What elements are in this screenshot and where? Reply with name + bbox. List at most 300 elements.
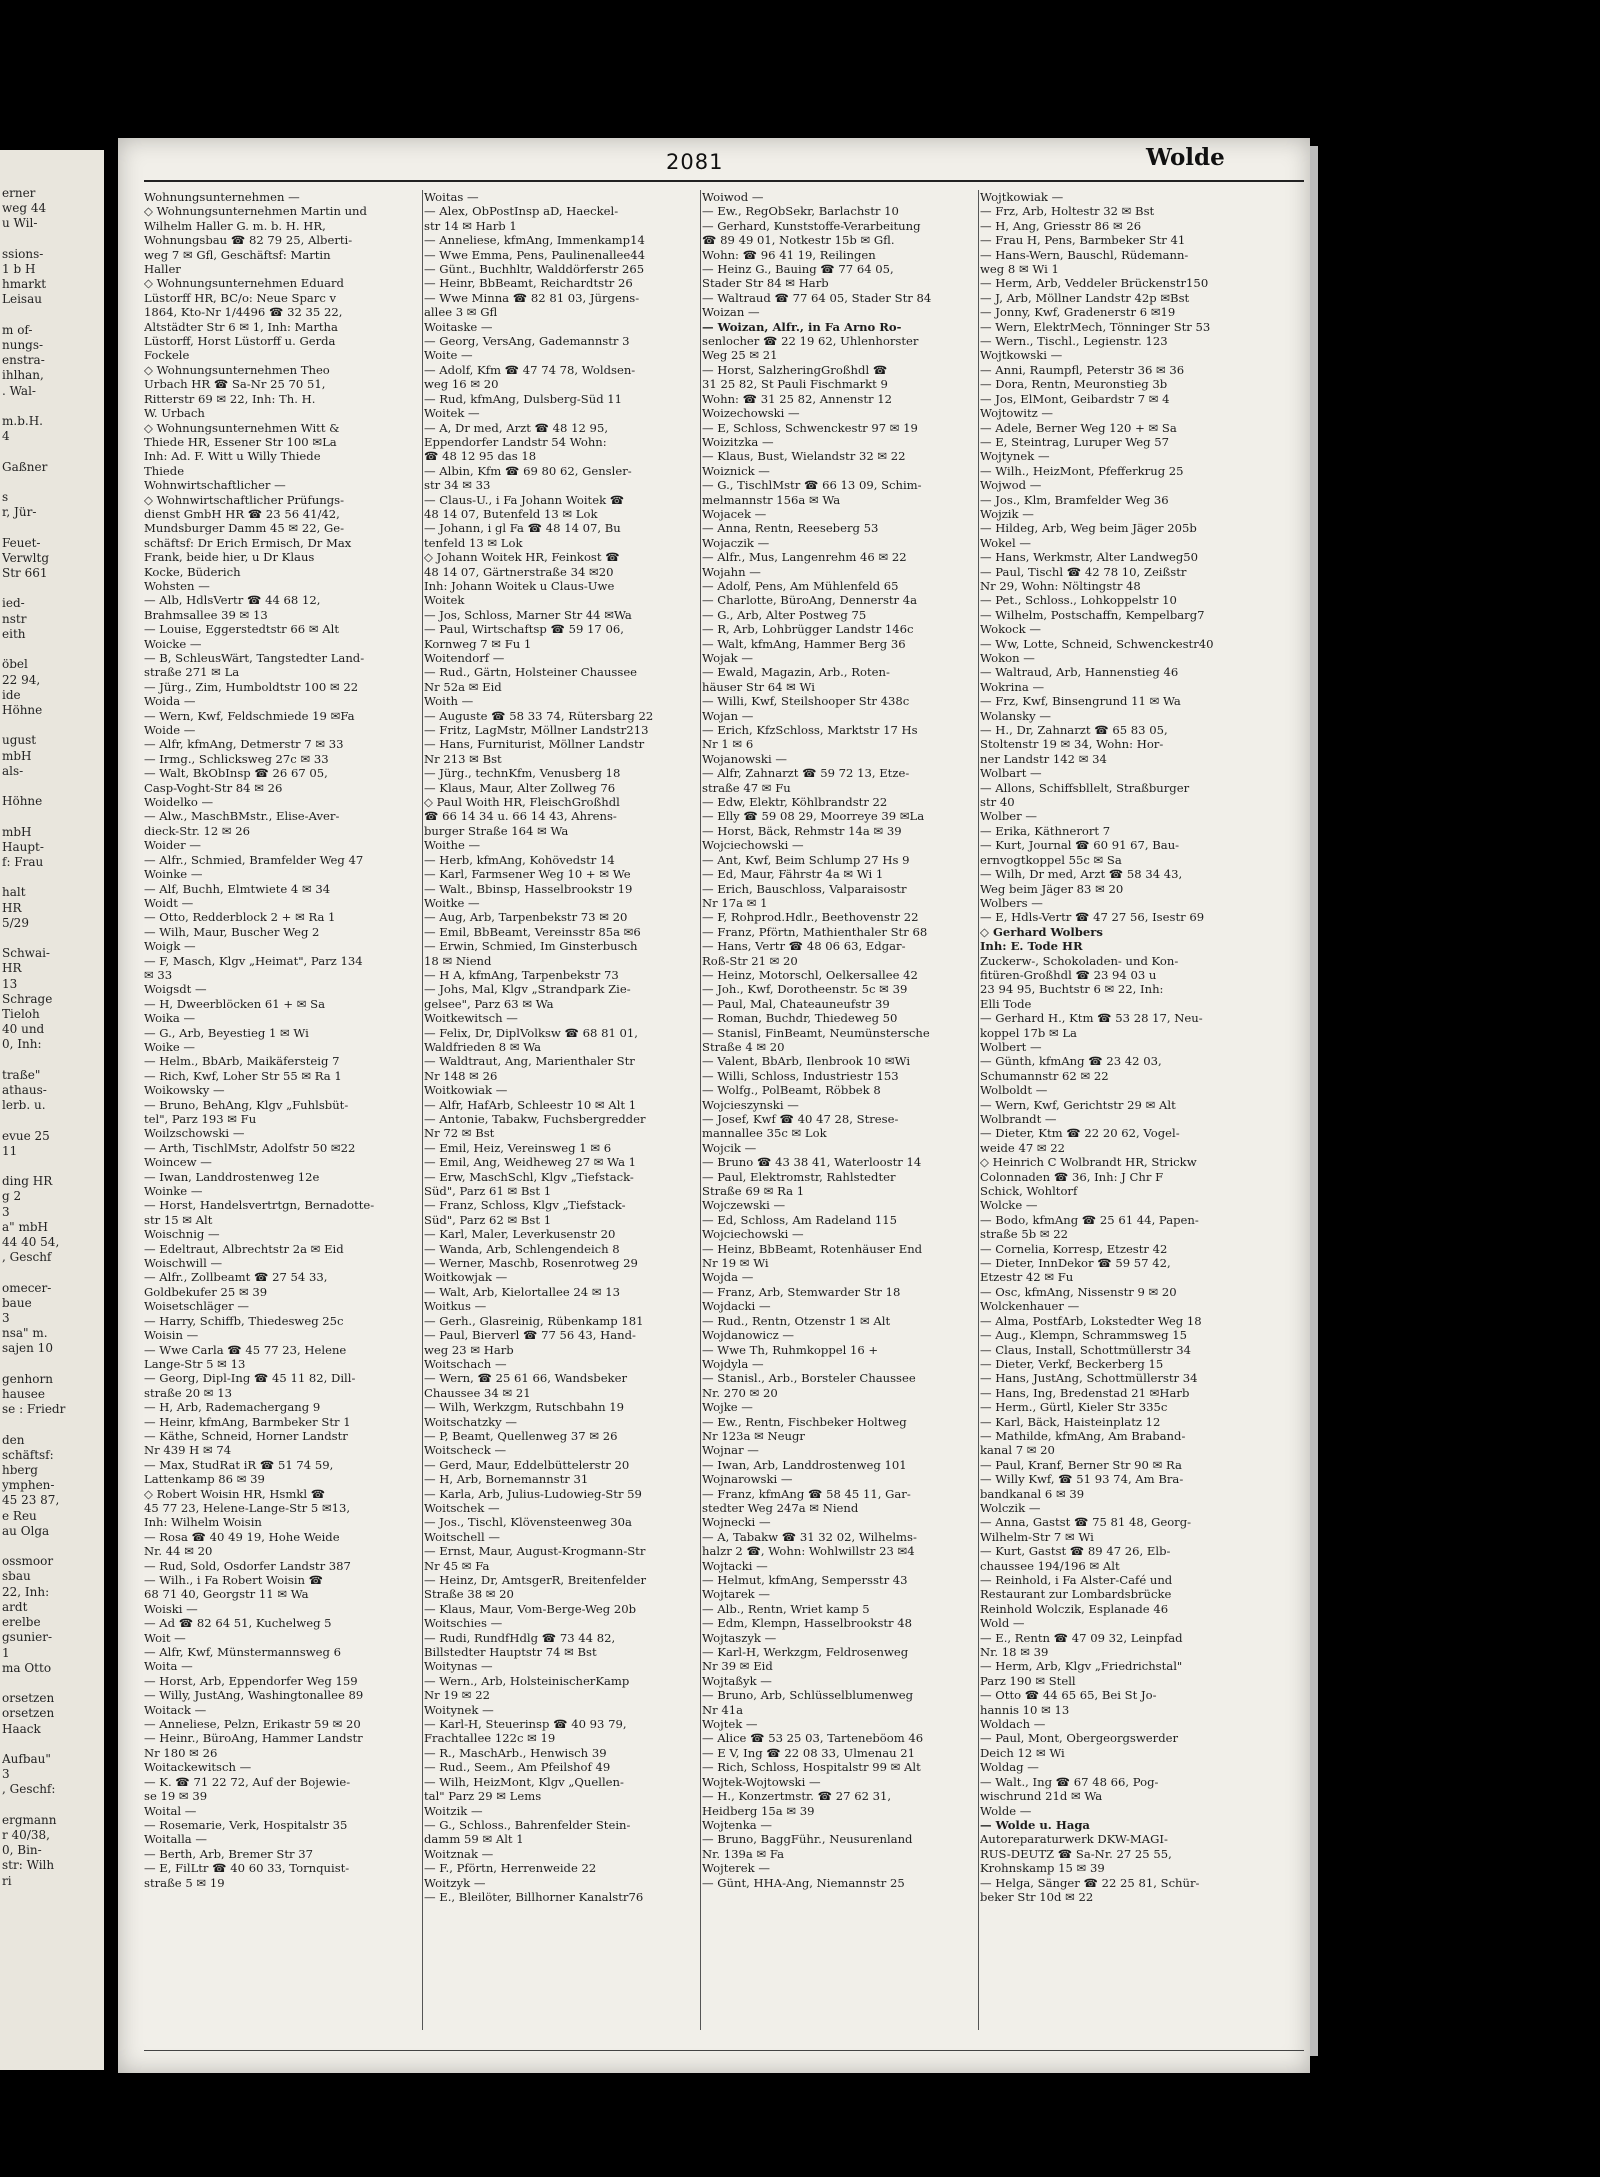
left-page-fragment: str: Wilh bbox=[2, 1858, 55, 1873]
directory-entry: ☎ 89 49 01, Notkestr 15b ✉ Gfl. bbox=[702, 233, 895, 248]
left-page-fragment: 22 94, bbox=[2, 672, 41, 687]
directory-entry: — Bruno ☎ 43 38 41, Waterloostr 14 bbox=[702, 1155, 922, 1170]
surname-heading: Wohnwirtschaftlicher — bbox=[144, 478, 286, 493]
left-page-fragment bbox=[2, 1737, 104, 1752]
left-page-fragment: 45 23 87, bbox=[2, 1493, 60, 1508]
directory-entry: — Rosa ☎ 40 49 19, Hohe Weide bbox=[144, 1529, 340, 1544]
directory-entry: Süd", Parz 61 ✉ Bst 1 bbox=[424, 1184, 552, 1199]
directory-entry: — Wwe Minna ☎ 82 81 03, Jürgens- bbox=[424, 290, 640, 305]
surname-heading: Wolansky — bbox=[980, 708, 1051, 723]
directory-entry: — Mathilde, kfmAng, Am Braband- bbox=[980, 1428, 1186, 1443]
directory-entry: 23 94 95, Buchtstr 6 ✉ 22, Inh: bbox=[980, 982, 1164, 997]
directory-entry: — Joh., Kwf, Dorotheenstr. 5c ✉ 39 bbox=[702, 982, 908, 997]
directory-entry: Weg beim Jäger 83 ✉ 20 bbox=[980, 881, 1124, 896]
left-page-fragment bbox=[2, 718, 104, 733]
surname-heading: Woiski — bbox=[144, 1601, 198, 1616]
directory-entry: — Georg, VersAng, Gademannstr 3 bbox=[424, 334, 630, 349]
left-page-fragment: Gaßner bbox=[2, 459, 48, 474]
directory-entry: — Adolf, Kfm ☎ 47 74 78, Woldsen- bbox=[424, 362, 636, 377]
directory-entry: — Rich, Kwf, Loher Str 55 ✉ Ra 1 bbox=[144, 1068, 342, 1083]
directory-entry: — Jürg., technKfm, Venusberg 18 bbox=[424, 766, 621, 781]
surname-heading: Wojczewski — bbox=[702, 1198, 786, 1213]
directory-entry: — Erwin, Schmied, Im Ginsterbusch bbox=[424, 939, 638, 954]
directory-entry: — H A, kfmAng, Tarpenbekstr 73 bbox=[424, 967, 619, 982]
directory-entry: — Rud., Gärtn, Holsteiner Chaussee bbox=[424, 665, 638, 680]
left-page-fragment: 5/29 bbox=[2, 915, 29, 930]
directory-entry: — Irmg., Schlicksweg 27c ✉ 33 bbox=[144, 751, 329, 766]
directory-entry: Nr 19 ✉ 22 bbox=[424, 1688, 490, 1703]
directory-entry: — Rudi, RundfHdlg ☎ 73 44 82, bbox=[424, 1630, 616, 1645]
directory-entry: Wohn: ☎ 96 41 19, Reilingen bbox=[702, 247, 876, 262]
directory-entry: — Rud, Sold, Osdorfer Landstr 387 bbox=[144, 1558, 351, 1573]
directory-entry: — Dieter, Verkf, Beckerberg 15 bbox=[980, 1356, 1164, 1371]
directory-entry: — Werner, Maschb, Rosenrotweg 29 bbox=[424, 1256, 638, 1271]
directory-entry: — E., Bleilöter, Billhorner Kanalstr76 bbox=[424, 1889, 644, 1904]
directory-entry: Chaussee 34 ✉ 21 bbox=[424, 1385, 531, 1400]
directory-entry: — Herm., Gürtl, Kieler Str 335c bbox=[980, 1400, 1168, 1415]
left-page-fragment: baue bbox=[2, 1295, 32, 1310]
directory-entry: — E., Rentn ☎ 47 09 32, Leinpfad bbox=[980, 1630, 1183, 1645]
surname-heading: Woitkus — bbox=[424, 1299, 487, 1314]
surname-heading: Wokel — bbox=[980, 535, 1031, 550]
surname-heading: Woitendorf — bbox=[424, 651, 505, 665]
directory-entry: — Wwe Th, Ruhmkoppel 16 + bbox=[702, 1342, 879, 1357]
directory-entry: — Wilhelm, Postschaffn, Kempelbarg7 bbox=[980, 607, 1205, 622]
directory-entry: Billstedter Hauptstr 74 ✉ Bst bbox=[424, 1645, 597, 1660]
left-page-fragment: 44 40 54, bbox=[2, 1235, 60, 1250]
left-page-fragment bbox=[2, 475, 104, 490]
surname-heading: Woizitzka — bbox=[702, 434, 774, 449]
surname-heading: Woika — bbox=[144, 1011, 196, 1026]
directory-entry: — Klaus, Maur, Vom-Berge-Weg 20b bbox=[424, 1601, 637, 1616]
directory-entry: fitüren-Großhdl ☎ 23 94 03 u bbox=[980, 967, 1157, 982]
directory-entry: — Käthe, Schneid, Horner Landstr bbox=[144, 1428, 348, 1443]
directory-entry: Kornweg 7 ✉ Fu 1 bbox=[424, 636, 532, 651]
left-page-fragment: 22, Inh: bbox=[2, 1584, 50, 1599]
surname-heading: Wojtynek — bbox=[980, 449, 1050, 464]
directory-entry: — Elly ☎ 59 08 29, Moorreye 39 ✉La bbox=[702, 809, 925, 824]
directory-entry: — Osc, kfmAng, Nissenstr 9 ✉ 20 bbox=[980, 1284, 1177, 1299]
surname-heading: Woida — bbox=[144, 694, 196, 709]
directory-entry: — Kurt, Gastst ☎ 89 47 26, Elb- bbox=[980, 1544, 1171, 1559]
directory-entry: — Horst, Handelsvertrtgn, Bernadotte- bbox=[144, 1198, 375, 1213]
surname-heading: Woitschek — bbox=[424, 1500, 500, 1515]
directory-entry: kanal 7 ✉ 20 bbox=[980, 1443, 1055, 1458]
directory-entry: Goldbekufer 25 ✉ 39 bbox=[144, 1284, 268, 1299]
surname-heading: Woilzschowski — bbox=[144, 1126, 245, 1141]
directory-entry: Nr 123a ✉ Neugr bbox=[702, 1428, 805, 1443]
directory-entry: tenfeld 13 ✉ Lok bbox=[424, 535, 523, 550]
directory-entry: — Hans-Wern, Bauschl, Rüdemann- bbox=[980, 247, 1189, 262]
left-page-fragment: ihlhan, bbox=[2, 368, 44, 383]
directory-entry: Wohnungsbau ☎ 82 79 25, Alberti- bbox=[144, 233, 353, 248]
surname-heading: Woith — bbox=[424, 694, 474, 709]
surname-heading: Wohsten — bbox=[144, 578, 210, 593]
column-divider bbox=[422, 190, 423, 2030]
directory-entry: RUS-DEUTZ ☎ Sa-Nr. 27 25 55, bbox=[980, 1846, 1172, 1861]
directory-entry: — Alw., MaschBMstr., Elise-Aver- bbox=[144, 809, 340, 824]
left-page-fragment: r 40/38, bbox=[2, 1827, 50, 1842]
directory-entry: — Harry, Schiffb, Thiedesweg 25c bbox=[144, 1313, 344, 1328]
directory-entry: hannis 10 ✉ 13 bbox=[980, 1702, 1070, 1717]
directory-entry: — Heinz, Dr, AmtsgerR, Breitenfelder bbox=[424, 1573, 647, 1587]
directory-entry: Waldfrieden 8 ✉ Wa bbox=[424, 1039, 542, 1054]
surname-heading: Woisin — bbox=[144, 1328, 199, 1343]
directory-entry: Nr 29, Wohn: Nöltingstr 48 bbox=[980, 578, 1141, 593]
directory-entry: Fockele bbox=[144, 348, 190, 363]
directory-entry: Nr 72 ✉ Bst bbox=[424, 1126, 495, 1141]
left-page-fragment: ri bbox=[2, 1873, 12, 1888]
left-page-fragment bbox=[2, 1357, 104, 1372]
directory-entry: Weg 25 ✉ 21 bbox=[702, 348, 778, 363]
directory-entry: Krohnskamp 15 ✉ 39 bbox=[980, 1861, 1105, 1876]
surname-heading: Woitzyk — bbox=[424, 1875, 486, 1890]
surname-heading: Wojnarowski — bbox=[702, 1472, 793, 1487]
left-page-fragment: evue 25 bbox=[2, 1128, 50, 1143]
directory-entry: Straße 38 ✉ 20 bbox=[424, 1587, 514, 1602]
directory-entry: — Gerh., Glasreinig, Rübenkamp 181 bbox=[424, 1313, 644, 1328]
surname-heading: Wojahn — bbox=[702, 564, 761, 579]
left-page-fragment bbox=[2, 232, 104, 247]
directory-entry: — Horst, Bäck, Rehmstr 14a ✉ 39 bbox=[702, 823, 902, 838]
directory-entry: häuser Str 64 ✉ Wi bbox=[702, 679, 815, 694]
directory-entry: — Hans, Furniturist, Möllner Landstr bbox=[424, 737, 645, 752]
directory-entry: straße 47 ✉ Fu bbox=[702, 780, 791, 795]
directory-entry: W. Urbach bbox=[144, 406, 205, 421]
directory-entry: ◇ Wohnungsunternehmen Theo bbox=[144, 362, 330, 377]
directory-entry: — Gerhard, Kunststoffe-Verarbeitung bbox=[702, 218, 921, 233]
directory-entry: — Jürg., Zim, Humboldtstr 100 ✉ 22 bbox=[144, 679, 359, 694]
left-page-fragment bbox=[2, 581, 104, 596]
surname-heading: Wolbers — bbox=[980, 895, 1043, 910]
surname-heading: Wolde — bbox=[980, 1803, 1032, 1818]
directory-entry: — Heinz G., Bauing ☎ 77 64 05, bbox=[702, 262, 894, 277]
surname-heading: Woitscheck — bbox=[424, 1443, 507, 1458]
directory-entry: — Erika, Käthnerort 7 bbox=[980, 823, 1111, 838]
left-page-fragment: sajen 10 bbox=[2, 1341, 53, 1356]
directory-entry: Heidberg 15a ✉ 39 bbox=[702, 1803, 815, 1818]
left-page-fragment: s bbox=[2, 490, 9, 505]
directory-entry: — Erich, KfzSchloss, Marktstr 17 Hs bbox=[702, 723, 918, 738]
directory-entry: Nr 52a ✉ Eid bbox=[424, 679, 502, 694]
directory-entry: — Bodo, kfmAng ☎ 25 61 44, Papen- bbox=[980, 1212, 1199, 1227]
directory-entry: — Emil, BbBeamt, Vereinsstr 85a ✉6 bbox=[424, 924, 641, 939]
directory-entry: Urbach HR ☎ Sa-Nr 25 70 51, bbox=[144, 377, 326, 392]
surname-heading: Woidelko — bbox=[144, 795, 214, 810]
directory-entry: — Klaus, Maur, Alter Zollweg 76 bbox=[424, 780, 616, 795]
surname-heading: Woitas — bbox=[424, 190, 479, 204]
directory-entry: — Alb, HdlsVertr ☎ 44 68 12, bbox=[144, 593, 321, 608]
directory-entry: — Walt., Bbinsp, Hasselbrookstr 19 bbox=[424, 881, 633, 896]
left-page-fragment: mbH bbox=[2, 824, 32, 839]
left-page-fragment: f: Frau bbox=[2, 854, 44, 869]
surname-heading: Wojacek — bbox=[702, 506, 767, 521]
directory-entry: — Helm., BbArb, Maikäfersteig 7 bbox=[144, 1054, 340, 1069]
directory-entry: — R., MaschArb., Henwisch 39 bbox=[424, 1745, 607, 1760]
directory-entry: str 40 bbox=[980, 795, 1015, 810]
directory-entry: — Gerd, Maur, Eddelbüttelerstr 20 bbox=[424, 1457, 630, 1472]
directory-entry: Roß-Str 21 ✉ 20 bbox=[702, 953, 798, 968]
directory-entry: — Walt, kfmAng, Hammer Berg 36 bbox=[702, 636, 906, 651]
left-page-fragment: ardt bbox=[2, 1599, 28, 1614]
directory-entry: se 19 ✉ 39 bbox=[144, 1789, 208, 1804]
surname-heading: Woitke — bbox=[424, 895, 480, 910]
directory-entry: — Paul, Mal, Chateauneufstr 39 bbox=[702, 996, 890, 1011]
surname-heading: Woitackewitsch — bbox=[144, 1760, 252, 1775]
directory-entry: stedter Weg 247a ✉ Niend bbox=[702, 1500, 859, 1515]
directory-entry: — A, Dr med, Arzt ☎ 48 12 95, bbox=[424, 420, 608, 435]
directory-entry: — J, Arb, Möllner Landstr 42p ✉Bst bbox=[980, 290, 1190, 305]
left-page-fragment: erelbe bbox=[2, 1615, 41, 1630]
page-number: 2081 bbox=[666, 150, 724, 174]
directory-entry: — Jos, ElMont, Geibardstr 7 ✉ 4 bbox=[980, 391, 1170, 406]
surname-heading: Wojdyla — bbox=[702, 1356, 764, 1371]
left-page-fragment: weg 44 bbox=[2, 201, 47, 216]
directory-entry: — H, Ang, Griesstr 86 ✉ 26 bbox=[980, 218, 1142, 233]
directory-entry: Nr 213 ✉ Bst bbox=[424, 751, 502, 766]
directory-entry: — Otto, Redderblock 2 + ✉ Ra 1 bbox=[144, 910, 336, 925]
surname-heading: Wolczik — bbox=[980, 1500, 1041, 1515]
surname-heading: Woigk — bbox=[144, 939, 196, 954]
directory-entry: — Erw, MaschSchl, Klgv „Tiefstack- bbox=[424, 1169, 634, 1184]
directory-entry: burger Straße 164 ✉ Wa bbox=[424, 823, 569, 838]
surname-heading: Woldach — bbox=[980, 1717, 1046, 1732]
directory-entry: — Horst, Arb, Eppendorfer Weg 159 bbox=[144, 1673, 358, 1688]
surname-heading: Wojciechowski — bbox=[702, 1227, 804, 1242]
surname-heading: Woitynas — bbox=[424, 1659, 493, 1674]
directory-entry: — G., TischlMstr ☎ 66 13 09, Schim- bbox=[702, 478, 922, 493]
directory-entry: — Dieter, InnDekor ☎ 59 57 42, bbox=[980, 1256, 1171, 1271]
left-page-fragment: Aufbau" bbox=[2, 1751, 51, 1766]
directory-entry: — Waltraud ☎ 77 64 05, Stader Str 84 bbox=[702, 290, 932, 305]
left-page-fragment: Leisau bbox=[2, 292, 42, 307]
directory-entry: — G., Schloss., Bahrenfelder Stein- bbox=[424, 1817, 631, 1832]
directory-entry: 18 ✉ Niend bbox=[424, 953, 492, 968]
directory-entry: Nr 45 ✉ Fa bbox=[424, 1558, 490, 1573]
directory-entry: weg 8 ✉ Wi 1 bbox=[980, 262, 1059, 277]
surname-heading: Woigsdt — bbox=[144, 982, 207, 997]
directory-entry: — Alex, ObPostInsp aD, Haeckel- bbox=[424, 204, 619, 219]
surname-heading: Wohnungsunternehmen — bbox=[144, 190, 300, 204]
directory-entry: dienst GmbH HR ☎ 23 56 41/42, bbox=[144, 506, 340, 521]
directory-entry: — Anneliese, kfmAng, Immenkamp14 bbox=[424, 233, 645, 248]
directory-entry: — Karl-H, Werkzgm, Feldrosenweg bbox=[702, 1645, 909, 1660]
directory-entry: — Aug, Arb, Tarpenbekstr 73 ✉ 20 bbox=[424, 910, 628, 925]
directory-entry: senlocher ☎ 22 19 62, Uhlenhorster bbox=[702, 334, 919, 349]
left-page-fragment: e Reu bbox=[2, 1508, 37, 1523]
surname-heading: Woitschach — bbox=[424, 1356, 507, 1371]
left-page-fragment: Haupt- bbox=[2, 839, 44, 854]
directory-entry: Restaurant zur Lombardsbrücke bbox=[980, 1587, 1172, 1602]
directory-entry: Lattenkamp 86 ✉ 39 bbox=[144, 1472, 265, 1487]
directory-entry: — Günt., Buchhltr, Walddörferstr 265 bbox=[424, 262, 645, 277]
directory-entry: Etzestr 42 ✉ Fu bbox=[980, 1270, 1074, 1285]
directory-entry: — Herm, Arb, Veddeler Brückenstr150 bbox=[980, 276, 1209, 291]
surname-heading: Wojanowski — bbox=[702, 751, 787, 766]
directory-entry: melmannstr 156a ✉ Wa bbox=[702, 492, 841, 507]
directory-entry: weg 23 ✉ Harb bbox=[424, 1342, 514, 1357]
directory-entry: — Wilh, HeizMont, Klgv „Quellen- bbox=[424, 1774, 624, 1789]
directory-entry: — Alfr, kfmAng, Detmerstr 7 ✉ 33 bbox=[144, 737, 344, 752]
surname-heading: Woitalla — bbox=[144, 1832, 207, 1847]
surname-heading: Woitkowjak — bbox=[424, 1270, 508, 1285]
left-page-fragment: ding HR bbox=[2, 1174, 53, 1189]
surname-heading: Wolber — bbox=[980, 809, 1037, 824]
directory-entry: — Anni, Raumpfl, Peterstr 36 ✉ 36 bbox=[980, 362, 1185, 377]
directory-entry: — Franz, Arb, Stemwarder Str 18 bbox=[702, 1284, 901, 1299]
surname-heading: Woizechowski — bbox=[702, 406, 800, 421]
directory-entry: — Günth, kfmAng ☎ 23 42 03, bbox=[980, 1054, 1162, 1069]
left-page-fragment bbox=[2, 1113, 104, 1128]
page-edge bbox=[1310, 146, 1318, 2056]
left-page-fragment: Höhne bbox=[2, 702, 43, 717]
directory-entry: — Alice ☎ 53 25 03, Tarteneböom 46 bbox=[702, 1731, 924, 1746]
left-page-fragment bbox=[2, 779, 104, 794]
directory-entry: — Alma, PostfArb, Lokstedter Weg 18 bbox=[980, 1313, 1202, 1328]
directory-entry: Frank, beide hier, u Dr Klaus bbox=[144, 550, 315, 565]
surname-heading: Wolcke — bbox=[980, 1198, 1038, 1213]
directory-entry: — Claus-U., i Fa Johann Woitek ☎ bbox=[424, 492, 625, 507]
left-page-fragment: den bbox=[2, 1432, 25, 1447]
left-page-fragment: 13 bbox=[2, 976, 18, 991]
left-page-fragment bbox=[2, 520, 104, 535]
directory-entry: — Karl, Bäck, Haisteinplatz 12 bbox=[980, 1414, 1161, 1429]
directory-entry: — Willi, Schloss, Industriestr 153 bbox=[702, 1068, 899, 1083]
directory-entry: — Ew., Rentn, Fischbeker Holtweg bbox=[702, 1414, 907, 1429]
directory-entry: — H, Arb, Bornemannstr 31 bbox=[424, 1472, 589, 1487]
left-page-fragment bbox=[2, 399, 104, 414]
surname-heading: Woischnig — bbox=[144, 1227, 220, 1242]
directory-entry: — Iwan, Arb, Landdrostenweg 101 bbox=[702, 1457, 907, 1472]
directory-entry: — E, Schloss, Schwenckestr 97 ✉ 19 bbox=[702, 420, 918, 435]
directory-entry: — Fritz, LagMstr, Möllner Landstr213 bbox=[424, 723, 649, 738]
surname-heading: Wolbart — bbox=[980, 766, 1042, 781]
directory-entry: Süd", Parz 62 ✉ Bst 1 bbox=[424, 1212, 552, 1227]
directory-entry: — Allons, Schiffsbllelt, Straßburger bbox=[980, 780, 1190, 795]
left-page-fragment bbox=[2, 931, 104, 946]
column-2 bbox=[424, 190, 700, 2050]
directory-entry: — Waldtraut, Ang, Marienthaler Str bbox=[424, 1054, 635, 1069]
directory-entry: — Franz, Pförtn, Mathienthaler Str 68 bbox=[702, 924, 928, 939]
directory-entry: — Alfr., Mus, Langenrehm 46 ✉ 22 bbox=[702, 550, 907, 565]
column-divider bbox=[978, 190, 979, 2030]
directory-entry: straße 271 ✉ La bbox=[144, 665, 240, 680]
left-page-fragment: nsa" m. bbox=[2, 1326, 48, 1341]
directory-entry: — Günt, HHA-Ang, Niemannstr 25 bbox=[702, 1875, 905, 1890]
directory-entry: — Wanda, Arb, Schlengendeich 8 bbox=[424, 1241, 620, 1256]
directory-entry: — Emil, Heiz, Vereinsweg 1 ✉ 6 bbox=[424, 1140, 612, 1155]
left-page-fragment bbox=[2, 1798, 104, 1813]
left-page-fragment: ugust bbox=[2, 733, 37, 748]
directory-entry: Casp-Voght-Str 84 ✉ 26 bbox=[144, 780, 283, 795]
left-page-fragment: 11 bbox=[2, 1143, 18, 1158]
directory-entry: — Adele, Berner Weg 120 + ✉ Sa bbox=[980, 420, 1177, 435]
surname-heading: Wojnar — bbox=[702, 1443, 759, 1458]
surname-heading: Woinke — bbox=[144, 867, 203, 882]
column-3 bbox=[702, 190, 978, 2050]
directory-entry: Ritterstr 69 ✉ 22, Inh: Th. H. bbox=[144, 391, 316, 406]
directory-entry: — Albin, Kfm ☎ 69 80 62, Gensler- bbox=[424, 463, 632, 478]
left-page-fragment: u Wil- bbox=[2, 216, 38, 231]
surname-heading: Woide — bbox=[144, 723, 196, 738]
directory-entry: — Bruno, BehAng, Klgv „Fuhlsbüt- bbox=[144, 1097, 349, 1112]
directory-entry: Nr 41a bbox=[702, 1702, 744, 1717]
left-page-fragment: nungs- bbox=[2, 338, 44, 353]
directory-entry: — Alfr., Zollbeamt ☎ 27 54 33, bbox=[144, 1270, 328, 1285]
directory-entry: — Edm, Klempn, Hasselbrookstr 48 bbox=[702, 1616, 913, 1631]
directory-entry: — Willi, Kwf, Steilshooper Str 438c bbox=[702, 694, 910, 709]
directory-entry: Kocke, Büderich bbox=[144, 564, 241, 579]
surname-heading: Wokock — bbox=[980, 622, 1041, 637]
directory-entry: ◇ Wohnungsunternehmen Eduard bbox=[144, 276, 344, 291]
directory-entry: — Reinhold, i Fa Alster-Café und bbox=[980, 1573, 1173, 1587]
directory-entry: — Paul, Tischl ☎ 42 78 10, Zeißstr bbox=[980, 564, 1187, 579]
directory-entry: halzr 2 ☎, Wohn: Wohlwillstr 23 ✉4 bbox=[702, 1544, 915, 1559]
directory-entry: Schumannstr 62 ✉ 22 bbox=[980, 1068, 1109, 1083]
directory-entry: Nr 439 H ✉ 74 bbox=[144, 1443, 232, 1458]
directory-entry: — Helmut, kfmAng, Sempersstr 43 bbox=[702, 1573, 908, 1587]
surname-heading: Woitek — bbox=[424, 406, 480, 421]
directory-entry: — Josef, Kwf ☎ 40 47 28, Strese- bbox=[702, 1112, 899, 1126]
directory-entry: ◇ Paul Woith HR, FleischGroßhdl bbox=[424, 795, 620, 810]
directory-entry: straße 5 ✉ 19 bbox=[144, 1875, 225, 1890]
directory-entry: ◇ Heinrich C Wolbrandt HR, Strickw bbox=[980, 1155, 1197, 1170]
directory-entry: ◇ Robert Woisin HR, Hsmkl ☎ bbox=[144, 1486, 326, 1501]
directory-entry: — H, Dweerblöcken 61 + ✉ Sa bbox=[144, 996, 325, 1011]
directory-entry: Wohn: ☎ 31 25 82, Annenstr 12 bbox=[702, 391, 892, 406]
directory-entry: Wilhelm-Str 7 ✉ Wi bbox=[980, 1529, 1094, 1544]
surname-heading: Wojtkowiak — bbox=[980, 190, 1064, 204]
surname-heading: Wold — bbox=[980, 1616, 1025, 1631]
left-page-fragment bbox=[2, 1159, 104, 1174]
directory-entry: tel", Parz 193 ✉ Fu bbox=[144, 1112, 257, 1126]
surname-heading: Woisetschläger — bbox=[144, 1299, 249, 1314]
surname-heading: Woita — bbox=[144, 1659, 193, 1674]
directory-entry: Stoltenstr 19 ✉ 34, Wohn: Hor- bbox=[980, 737, 1164, 752]
directory-entry: — Karl, Maler, Leverkusenstr 20 bbox=[424, 1227, 616, 1242]
directory-entry: Wilhelm Haller G. m. b. H. HR, bbox=[144, 218, 326, 233]
directory-entry: — H., Dr, Zahnarzt ☎ 65 83 05, bbox=[980, 723, 1168, 738]
left-page-fragment: 4 bbox=[2, 429, 10, 444]
directory-entry: Zuckerw-, Schokoladen- und Kon- bbox=[980, 953, 1179, 968]
left-page-fragment: ma Otto bbox=[2, 1660, 52, 1675]
directory-entry: Nr 39 ✉ Eid bbox=[702, 1659, 773, 1674]
directory-entry: schäftsf: Dr Erich Ermisch, Dr Max bbox=[144, 535, 352, 550]
directory-entry: — Alfr, Kwf, Münstermannsweg 6 bbox=[144, 1645, 341, 1660]
surname-heading: Woike — bbox=[144, 1039, 195, 1054]
surname-heading: Wojtaszyk — bbox=[702, 1630, 777, 1645]
directory-entry: 68 71 40, Georgstr 11 ✉ Wa bbox=[144, 1587, 309, 1602]
directory-entry: — Wilh, Werkzgm, Rutschbahn 19 bbox=[424, 1400, 625, 1415]
directory-entry: — Wilh., HeizMont, Pfefferkrug 25 bbox=[980, 463, 1184, 478]
directory-entry: — Rud., Seem., Am Pfeilshof 49 bbox=[424, 1760, 611, 1775]
directory-entry: — Louise, Eggerstedtstr 66 ✉ Alt bbox=[144, 622, 339, 637]
directory-entry: — Walt, BkObInsp ☎ 26 67 05, bbox=[144, 766, 328, 781]
directory-entry: — Felix, Dr, DiplVolksw ☎ 68 81 01, bbox=[424, 1025, 638, 1040]
directory-entry: — Heinr, kfmAng, Barmbeker Str 1 bbox=[144, 1414, 351, 1429]
header-rule bbox=[144, 180, 1304, 182]
surname-heading: Wojda — bbox=[702, 1270, 754, 1285]
directory-entry: — Hans, JustAng, Schottmüllerstr 34 bbox=[980, 1371, 1198, 1386]
directory-entry: — Adolf, Pens, Am Mühlenfeld 65 bbox=[702, 578, 899, 593]
directory-entry: — Hans, Ing, Bredenstad 21 ✉Harb bbox=[980, 1385, 1190, 1400]
left-page-fragment: , Geschf bbox=[2, 1250, 52, 1265]
directory-entry: — Ernst, Maur, August-Krogmann-Str bbox=[424, 1544, 646, 1559]
left-page-fragment: erner bbox=[2, 186, 36, 200]
directory-entry: — Wwe Emma, Pens, Paulinenallee44 bbox=[424, 247, 645, 262]
left-page-fragment: genhorn bbox=[2, 1371, 53, 1386]
directory-entry: Reinhold Wolczik, Esplanade 46 bbox=[980, 1601, 1169, 1616]
